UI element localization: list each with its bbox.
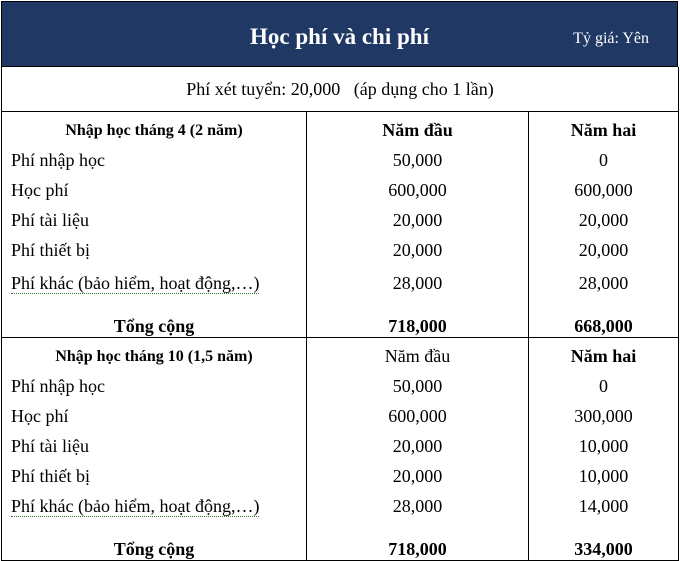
section-header-october [2,338,679,369]
application-fee-text: Phí xét tuyển: 20,000 (áp dụng cho 1 lần) [186,79,494,99]
year1-value: 50,000 [307,142,529,172]
table-row [2,368,679,398]
row-label: Học phí [2,172,307,202]
column-header-year2: Năm hai [529,112,679,143]
column-header-year2: Năm hai [529,338,679,369]
page-title: Học phí và chi phí [250,24,429,49]
year2-value: 20,000 [529,232,679,262]
row-label: Phí tài liệu [2,428,307,458]
row-label: Phí nhập học [2,142,307,172]
year1-value: 20,000 [307,202,529,232]
application-fee-cell [2,67,679,112]
year1-value: 600,000 [307,172,529,202]
year1-value: 600,000 [307,398,529,428]
row-label: Học phí [2,398,307,428]
row-label: Phí thiết bị [2,458,307,488]
table-row [2,142,679,172]
row-label-text: Phí khác (bảo hiểm, hoạt động,…) [11,273,260,293]
year2-value: 10,000 [529,428,679,458]
year2-value: 0 [529,368,679,398]
year1-value: 20,000 [307,458,529,488]
fee-table [1,67,679,561]
table-row [2,488,679,518]
year2-value: 20,000 [529,202,679,232]
year1-value: 50,000 [307,368,529,398]
table-row [2,262,679,295]
year1-value: 20,000 [307,428,529,458]
row-label-text: Phí khác (bảo hiểm, hoạt động,…) [11,496,260,516]
table-row [2,428,679,458]
year1-value: 28,000 [307,262,529,295]
table-row [2,458,679,488]
row-label: Phí thiết bị [2,232,307,262]
year2-value: 300,000 [529,398,679,428]
table-row [2,172,679,202]
total-year1: 718,000 [307,295,529,338]
column-header-year1: Năm đầu [307,112,529,143]
row-label: Phí tài liệu [2,202,307,232]
row-label [2,262,307,295]
total-year2: 668,000 [529,295,679,338]
column-header-year1: Năm đầu [307,338,529,369]
total-year1: 718,000 [307,518,529,561]
table-row [2,398,679,428]
table-row [2,202,679,232]
year2-value: 28,000 [529,262,679,295]
header-banner [1,1,678,67]
year2-value: 14,000 [529,488,679,518]
total-row-october [2,518,679,561]
year2-value: 10,000 [529,458,679,488]
total-label: Tổng cộng [2,295,307,338]
section-title: Nhập học tháng 4 (2 năm) [2,112,307,143]
row-label: Phí nhập học [2,368,307,398]
year2-value: 600,000 [529,172,679,202]
total-year2: 334,000 [529,518,679,561]
year1-value: 28,000 [307,488,529,518]
year2-value: 0 [529,142,679,172]
section-header-april [2,112,679,143]
application-fee-row [2,67,679,112]
section-title: Nhập học tháng 10 (1,5 năm) [2,338,307,369]
exchange-rate-label: Tỷ giá: Yên [573,30,649,47]
total-label: Tổng cộng [2,518,307,561]
row-label [2,488,307,518]
total-row-april [2,295,679,338]
table-row [2,232,679,262]
year1-value: 20,000 [307,232,529,262]
